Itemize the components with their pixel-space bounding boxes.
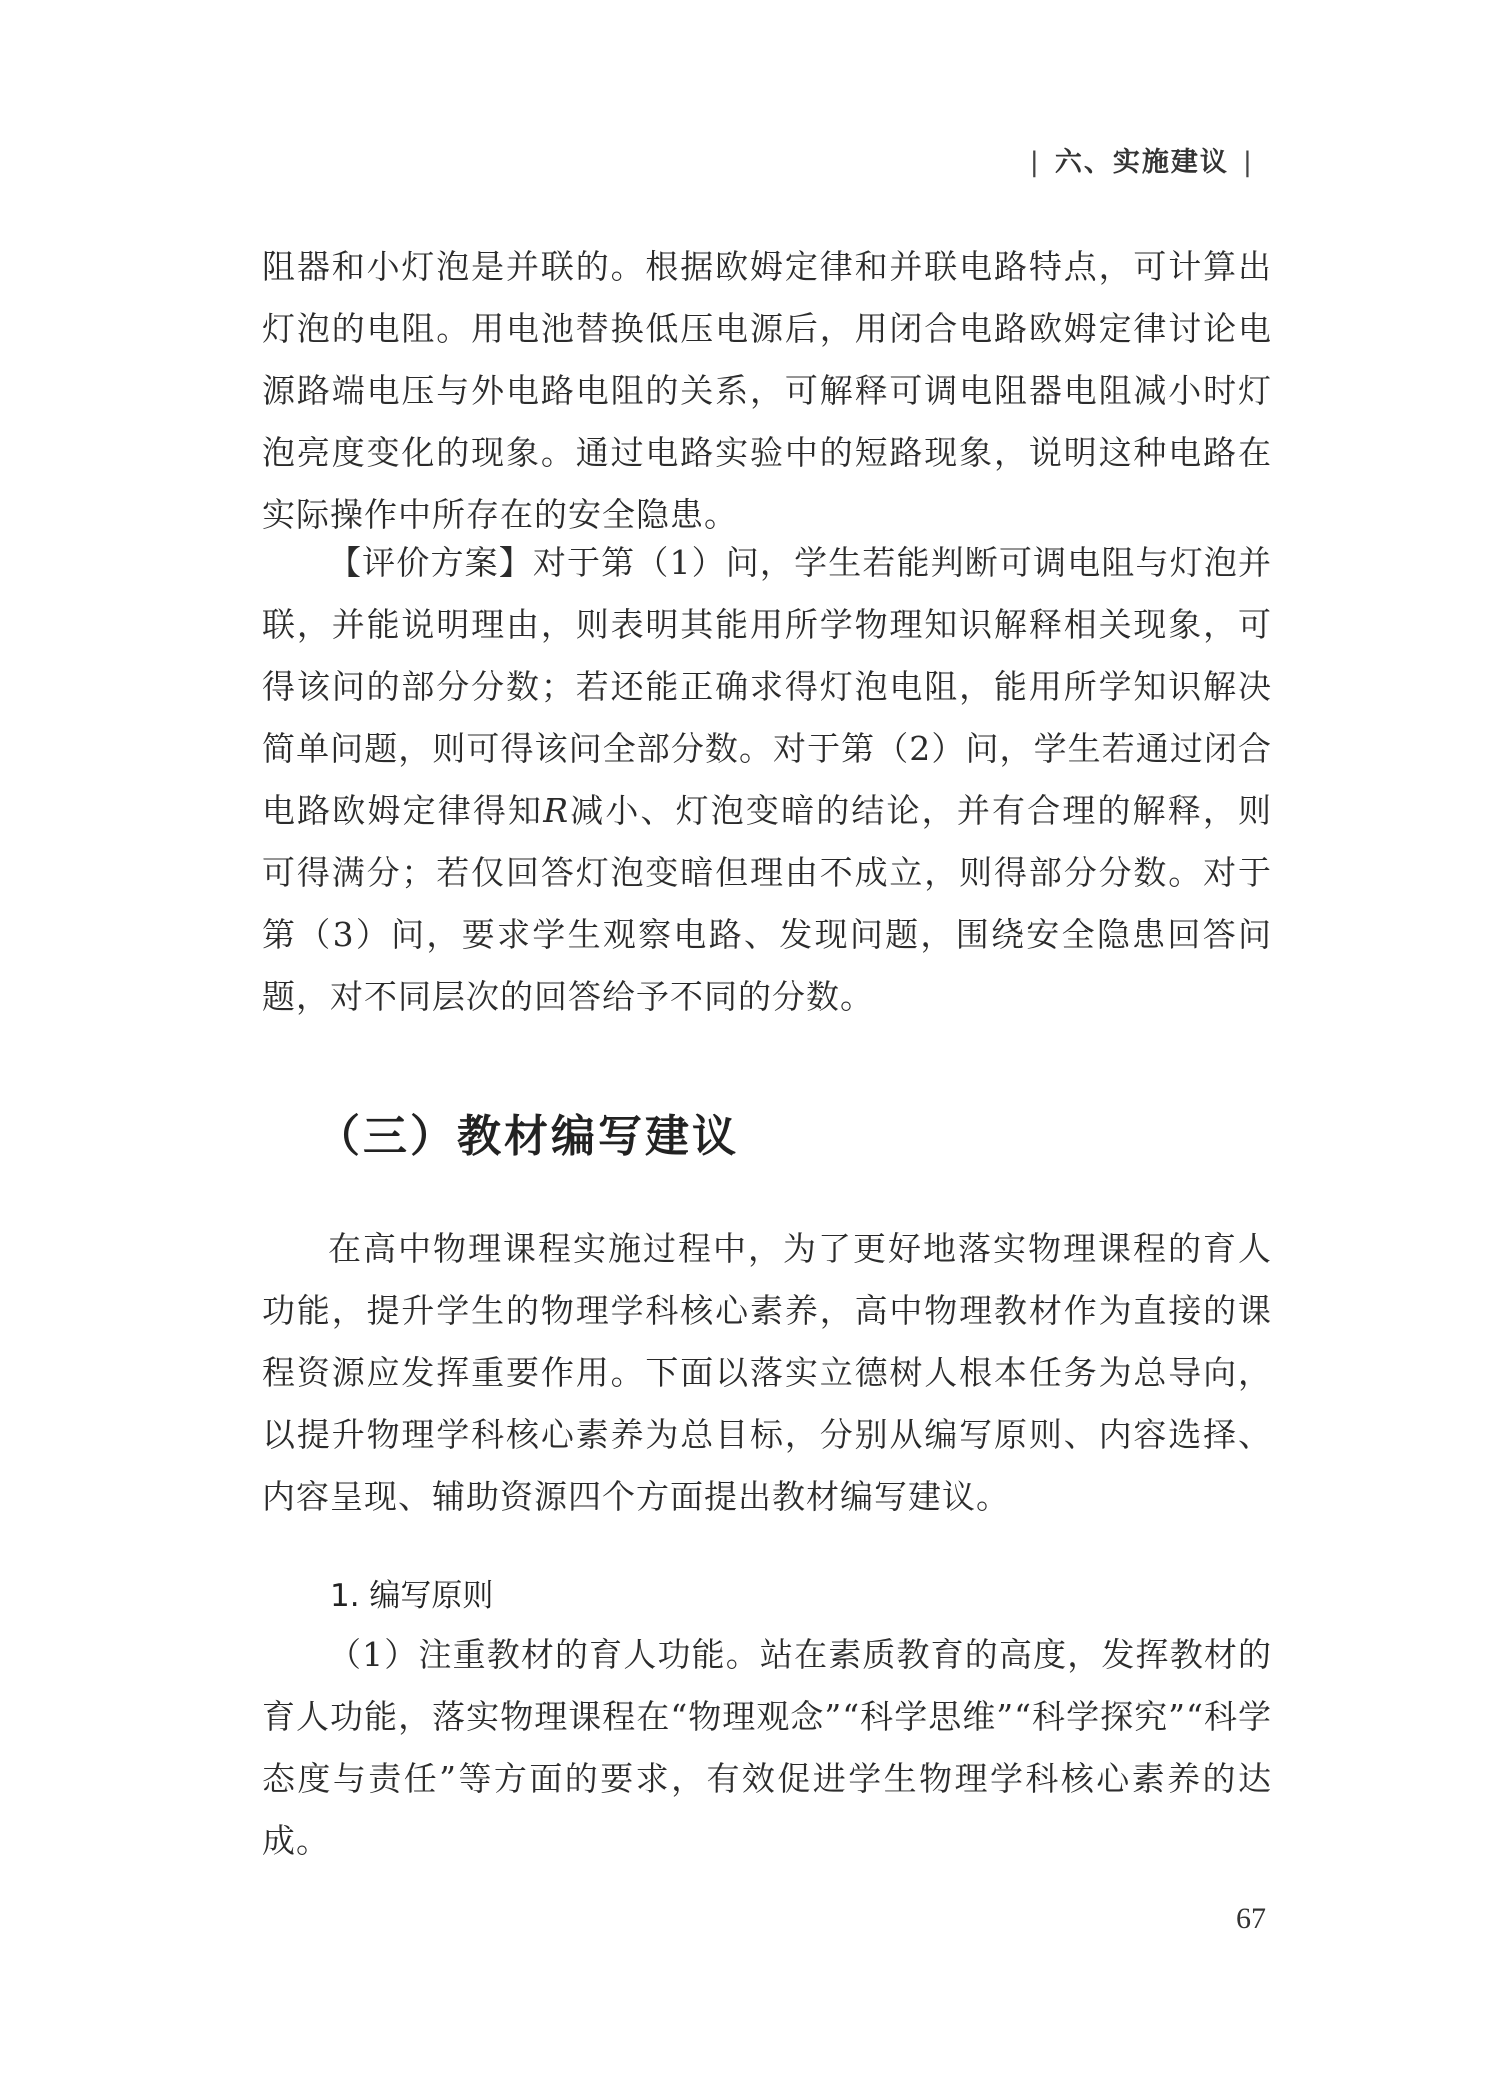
- paragraph-principle-1: （1）注重教材的育人功能。站在素质教育的高度，发挥教材的育人功能，落实物理课程在“物理观念”“科学思维”“科学探究”“科学态度与责任”等方面的要求，有效促进学生物理学科核心素养的达成。: [262, 1635, 1272, 1860]
- page-number: 67: [1236, 1902, 1266, 1935]
- paragraph-evaluation-part-1: 【评价方案】对于第（1）问，学生若能判断可调电阻与灯泡并联，并能说明理由，则表明其能用所学物理知识解释相关现象，可得该问的部分分数；若还能正确求得灯泡电阻，能用所学知识解决简单问题，则可得该问全部分数。对于第（2）问，学生若通过闭合电路欧姆定律得知: [262, 543, 1272, 830]
- paragraph-1: 阻器和小灯泡是并联的。根据欧姆定律和并联电路特点，可计算出灯泡的电阻。用电池替换低压电源后，用闭合电路欧姆定律讨论电源路端电压与外电路电阻的关系，可解释可调电阻器电阻减小时灯泡亮度变化的现象。通过电路实验中的短路现象，说明这种电路在实际操作中所存在的安全隐患。: [262, 247, 1272, 534]
- header-bar-right: |: [1242, 147, 1254, 178]
- evaluation-block: [262, 532, 1272, 1028]
- paragraph-intro: 在高中物理课程实施过程中，为了更好地落实物理课程的育人功能，提升学生的物理学科核心素养，高中物理教材作为直接的课程资源应发挥重要作用。下面以落实立德树人根本任务为总导向，以提升物理学科核心素养为总目标，分别从编写原则、内容选择、内容呈现、辅助资源四个方面提出教材编写建议。: [262, 1229, 1272, 1516]
- principle-block: [262, 1624, 1272, 1872]
- running-header: [1016, 140, 1268, 179]
- subsection-heading: 1. 编写原则: [330, 1578, 494, 1614]
- intro-block: [262, 1218, 1272, 1528]
- paragraph-continuation: [262, 236, 1272, 546]
- header-bar-left: |: [1029, 147, 1041, 178]
- paragraph-evaluation-part-2: 减小、灯泡变暗的结论，并有合理的解释，则可得满分；若仅回答灯泡变暗但理由不成立，则得部分分数。对于第（3）问，要求学生观察电路、发现问题，围绕安全隐患回答问题，对不同层次的回答给予不同的分数。: [262, 791, 1273, 1016]
- header-title: 六、实施建议: [1054, 147, 1229, 178]
- section-heading: （三）教材编写建议: [316, 1111, 739, 1162]
- paragraph-evaluation: [262, 532, 1272, 1028]
- variable-r: R: [543, 791, 570, 830]
